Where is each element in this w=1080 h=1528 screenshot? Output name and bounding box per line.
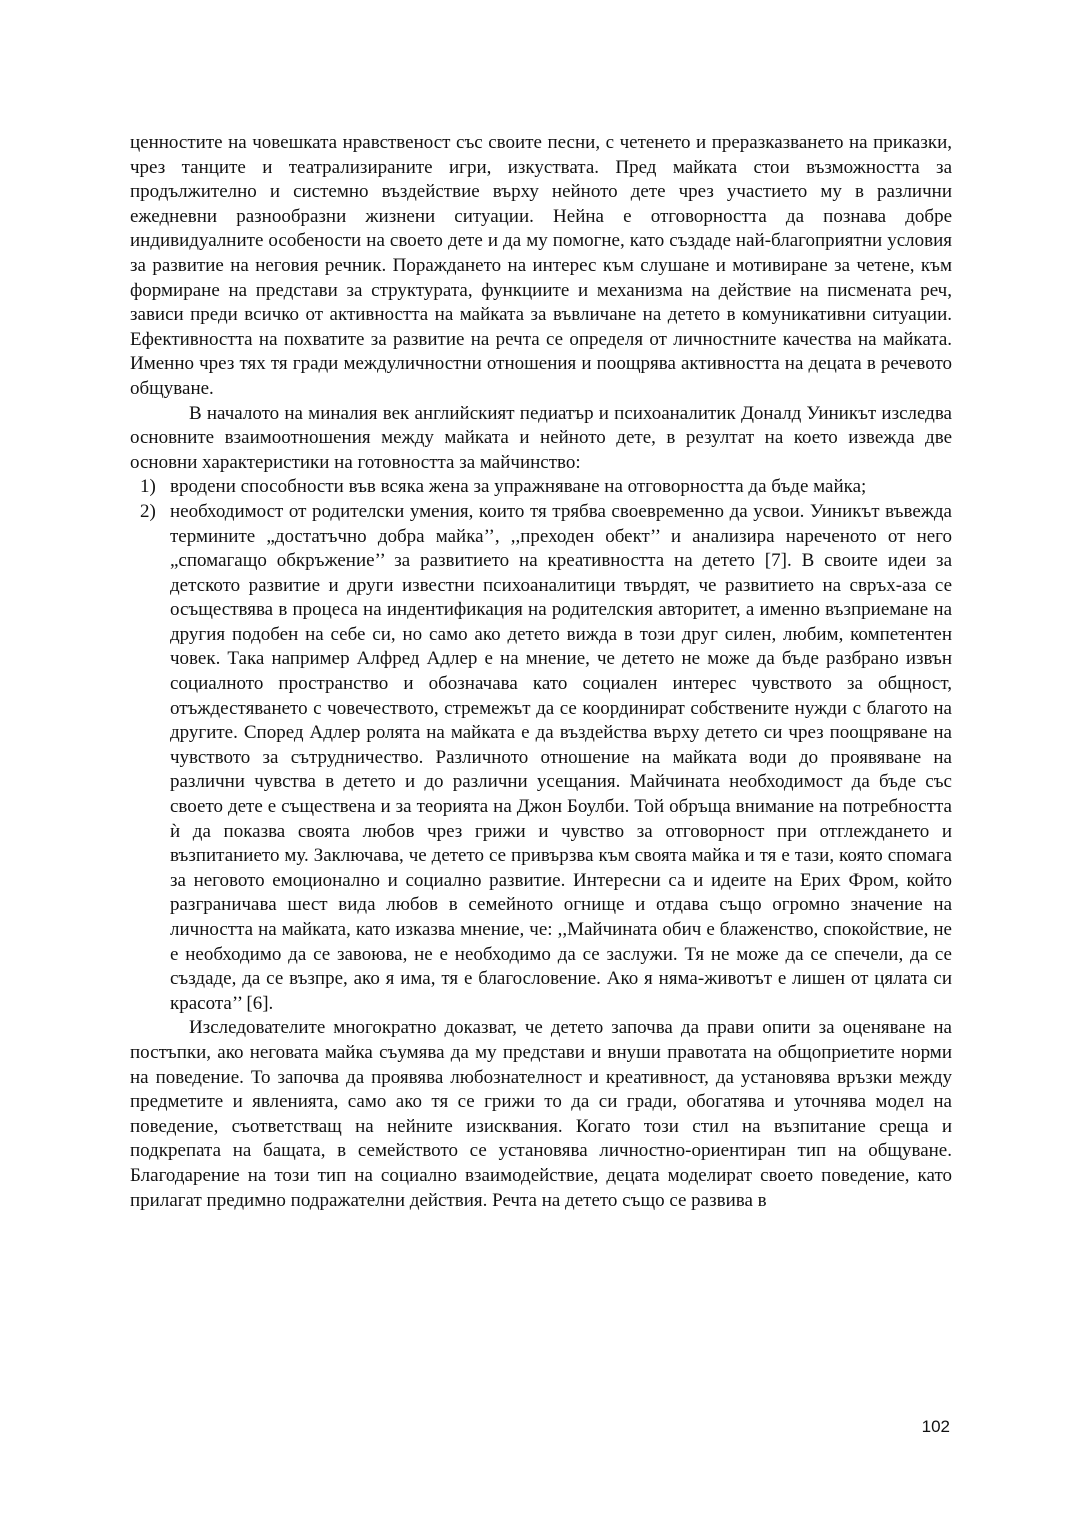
list-item	[130, 500, 952, 1016]
list-item-text: необходимост от родителски умения, които тя трябва своевременно да усвои. Уиникът въвежда термините „достатъчно добра майка’’, ,,преходен обект’’ и анализира нареченото от него „спомагащо обкръжение’’ за развитието на креативността на детето [7]. В своите идеи за детското развитие и други известни психоаналитици твърдят, че развитието на свръх-аза се осъществява в процеса на индентификация на родителския авторитет, а именно възприемане на другия подобен на себе си, но само ако детето вижда в този друг силен, любим, компетентен човек. Така например Алфред Адлер е на мнение, че детето не може да бъде разбрано извън социалното пространство и обозначава като социален интерес чувството за общност, отъждестяването с човечеството, стремежът да се координират собствените нужди с благото на другите. Според Адлер ролята на майката е да въздейства върху детето си чрез поощряване на чувството за сътрудничество. Различното отношение на майката води до проявяване на различни чувства в детето и до различни усещания. Майчината необходимост да бъде със своето дете е съществена и за теорията на Джон Боулби. Той обръща внимание на потребността ѝ да показва своята любов чрез грижи и чувство за отговорност при отглеждането и възпитанието му. Заключава, че детето се привързва към своята майка и тя е тази, която спомага за неговото емоционално и социално развитие. Интересни са и идеите на Ерих Фром, който разграничава шест вида любов в семейното огнище и отдава също огромно значение на личността на майката, като изказва мнение, че: ,,Майчината обич е блаженство, спокойствие, не е необходимо да се завоюва, не е необходимо да се заслужи. Тя не може да се спечели, да се създаде, да се възпре, ако я има, тя е благословение. Ако я няма-животът е лишен от цялата си красота’’ [6].	[170, 500, 952, 1014]
list-item-number: 1)	[140, 476, 156, 498]
paragraph-1: ценностите на човешката нравственост със своите песни, с четенето и преразказването на приказки, чрез танците и театрализираните игри, изкуствата. Пред майката стои възможността за продължително и системно въздействие върху нейното дете чрез участието му в различни ежедневни разнообразни жизнени ситуации. Нейна е отговорността да познава добре индивидуалните особености на своето дете и да му помогне, като създаде най-благоприятни условия за развитие на неговия речник. Пораждането на интерес към слушане и мотивиране за четене, към формиране на представи за структурата, функциите и механизма на действие на писмената реч, зависи преди всичко от активността на майката за въвличане на детето в комуникативни ситуации. Ефективността на похватите за развитие на речта се определя от личностните качества на майката. Именно чрез тях тя гради междуличностни отношения и поощрява активността на децата в речевото общуване.	[130, 132, 952, 399]
paragraph-2: В началото на миналия век английският педиатър и психоаналитик Доналд Уиникът изследва основните взаимоотношения между майката и нейното дете, в резултат на което извежда две основни характеристики на готовността за майчинство:	[130, 402, 952, 473]
numbered-list	[130, 475, 952, 1016]
list-item-text: вродени способности във всяка жена за упражняване на отговорността да бъде майка;	[170, 476, 867, 498]
page-number: 102	[921, 1417, 950, 1436]
page-body	[130, 131, 952, 1213]
list-item	[130, 475, 952, 500]
paragraph-3: Изследователите многократно доказват, че детето започва да прави опити за оценяване на постъпки, ако неговата майка съумява да му представи и внуши правотата на общоприетите норми на поведение. То започва да проявява любознателност и креативност, да установява връзки между предметите и явленията, само ако тя се грижи то да си гради, обогатява и уточнява модел на поведение, съответстващ на нейните изисквания. Когато този стил на възпитание среща и подкрепата на бащата, в семейството се установява личностно-ориентиран тип на общуване. Благодарение на този тип на социално взаимодействие, децата моделират своето поведение, като прилагат предимно подражателни действия. Речта на детето също се развива в	[130, 1017, 952, 1211]
list-item-number: 2)	[140, 500, 156, 522]
